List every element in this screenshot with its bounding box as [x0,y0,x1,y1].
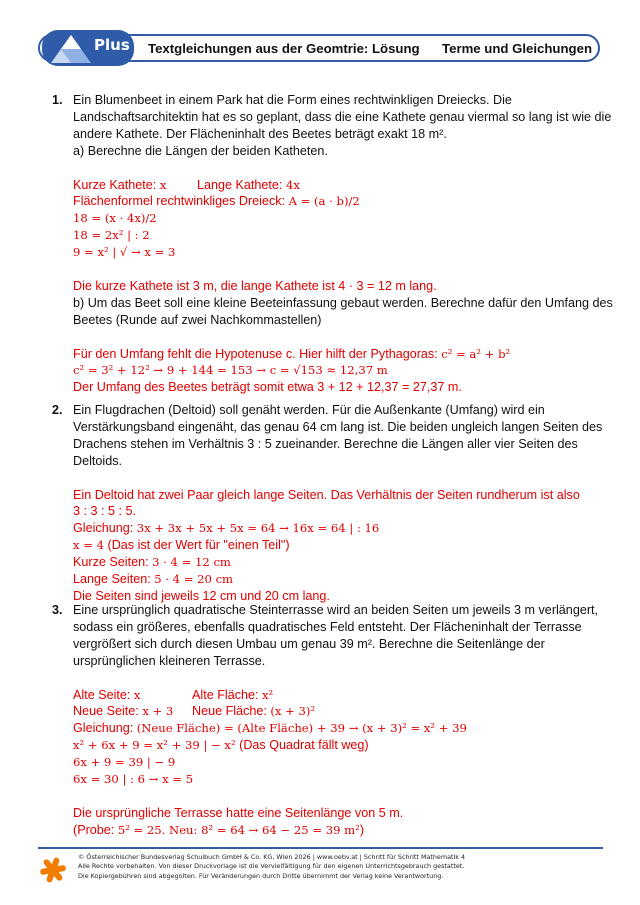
solution-line [73,193,607,210]
question-line: Deltoids. [73,453,122,468]
task-content [73,402,607,605]
task-number: 2. [52,403,63,417]
old-area-label: Alte Fläche: [192,687,262,702]
equation: 3x + 3x + 5x + 5x = 64 → 16x = 64 | : 16 [136,521,380,536]
footer-copyright [78,853,465,881]
solution-line [73,346,607,363]
task-number: 3. [52,603,63,617]
pythagoras-intro: Für den Umfang fehlt die Hypotenuse c. Hier hilft der Pythagoras: [73,346,442,361]
solution-step: 18 = 2x² | : 2 [73,228,150,243]
question-line: Eine ursprünglich quadratische Steinterrasse wird an beiden Seiten um jeweils 3 m verlängert, [73,603,599,617]
short-sides-label: Kurze Seiten: [73,555,153,570]
triangle-logo-icon [50,34,92,64]
new-area: (x + 3)² [270,704,316,719]
long-leg-var: 4x [285,177,300,192]
solution-line [73,554,607,571]
solution-line: Ein Deltoid hat zwei Paar gleich lange Seiten. Das Verhältnis der Seiten rundherum ist also [73,487,580,502]
question-line: Ein Blumenbeet in einem Park hat die Form eines rechtwinkligen Dreiecks. Die [73,93,512,107]
question-line: Drachens stehen im Verhältnis 3 : 5 zueinander. Berechne die Längen aller vier Seiten des [73,436,578,451]
old-area: x² [262,687,274,702]
equation: (Neue Fläche) = (Alte Fläche) + 39 → (x + 3)² = x² + 39 [136,721,467,736]
check-end: ) [359,822,365,837]
solution-step: 6x = 30 | : 6 → x = 5 [73,772,194,787]
solution-line [73,177,607,194]
question-line: sodass ein größeres, ebenfalls quadratisches Feld entsteht. Der Flächeninhalt der Terrasse [73,619,582,634]
question-line: Landschaftsarchitektin hat es so geplant, dass die eine Kathete genau viermal so lang ist wie die [73,109,612,124]
new-area-label: Neue Fläche: [192,704,271,719]
solution-line: 3 : 3 : 5 : 5. [73,504,137,519]
solution-result: Der Umfang des Beetes beträgt somit etwa 3 + 12 + 12,37 = 27,37 m. [73,380,462,395]
footer-divider [38,847,603,849]
footer-line: © Österreichischer Bundesverlag Schulbuch GmbH & Co. KG, Wien 2026 | www.oebv.at | Schritt für Schritt Mathematik 4 [78,853,466,861]
solution-line [73,703,607,720]
pythagoras-formula: c² = a² + b² [441,346,511,361]
check-calc: 5² = 25. Neu: 8² = 64 → 64 − 25 = 39 m² [117,822,360,837]
new-side-label: Neue Seite: [73,704,143,719]
formula: A = (a · b)/2 [288,194,360,209]
solution-step: 9 = x² | √ → x = 3 [73,245,176,260]
old-side-label: Alte Seite: [73,687,134,702]
solution-result: Die Seiten sind jeweils 12 cm und 20 cm lang. [73,588,330,603]
solution-result: Die kurze Kathete ist 3 m, die lange Kathete ist 4 · 3 = 12 m lang. [73,278,437,293]
solution-line [73,737,607,754]
task-content [73,92,613,396]
publisher-logo-icon [38,855,68,885]
question-line: Verstärkungsband eingenäht, das genau 64 cm lang ist. Die beiden ungleich langen Seiten des [73,419,603,434]
solution-step: c² = 3² + 12² → 9 + 144 = 153 → c = √153 ≈ 12,37 m [73,363,388,378]
solution-line [73,687,607,704]
x-note: (Das ist der Wert für "einen Teil") [104,538,290,553]
logo-text: Plus [94,36,130,54]
solution-line [73,537,607,554]
old-side: x [133,687,141,702]
short-leg-label: Kurze Kathete: [73,177,160,192]
solution-result: Die ursprüngliche Terrasse hatte eine Seitenlänge von 5 m. [73,805,404,820]
expand-note: (Das Quadrat fällt weg) [235,738,369,753]
worksheet-title: Textgleichungen aus der Geomtrie: Lösung [148,41,420,56]
long-sides-label: Lange Seiten: [73,572,155,587]
task-number: 1. [52,93,63,107]
solution-check [73,822,607,839]
long-sides-calc: 5 · 4 = 20 cm [154,572,234,587]
solution-line [73,571,607,588]
long-leg-label: Lange Kathete: [197,177,286,192]
worksheet-topic: Terme und Gleichungen [442,41,592,56]
check-label: (Probe: [73,822,118,837]
question-line: a) Berechne die Längen der beiden Katheten. [73,143,328,158]
equation-label: Gleichung: [73,521,137,536]
task-content [73,602,607,839]
question-line: b) Um das Beet soll eine kleine Beeteinfassung gebaut werden. Berechne dafür den Umfang des [73,295,613,310]
question-line: andere Kathete. Der Flächeninhalt des Beetes beträgt exakt 18 m². [73,126,447,141]
question-line: vergrößert sich durch diesen Umbau um genau 39 m². Berechne die Seitenlänge der [73,636,545,651]
question-line: Ein Flugdrachen (Deltoid) soll genäht werden. Für die Außenkante (Umfang) wird ein [73,403,545,417]
equation-label: Gleichung: [73,721,137,736]
short-leg-var: x [159,177,167,192]
plus-logo [42,30,134,66]
formula-label: Flächenformel rechtwinkliges Dreieck: [73,194,289,209]
footer-line: Die Kopiergebühren sind abgegolten. Für Veränderungen durch Dritte übernimmt der Verlag keine Verantwortung. [78,871,444,880]
footer-line: Alle Rechte vorbehalten. Von dieser Druckvorlage ist die Vervielfältigung für den eigenen Unterrichtsgebrauch gestattet. [78,862,465,871]
x-value: x = 4 [73,538,104,553]
solution-line [73,520,607,537]
question-line: ursprünglichen kleineren Terrasse. [73,653,266,668]
solution-step: 18 = (x · 4x)/2 [73,211,157,226]
solution-line [73,720,607,737]
question-line: Beetes (Runde auf zwei Nachkommastellen) [73,312,322,327]
new-side: x + 3 [142,704,174,719]
expand-step: x² + 6x + 9 = x² + 39 | − x² [73,738,236,753]
page-header [38,32,602,66]
short-sides-calc: 3 · 4 = 12 cm [152,555,231,570]
solution-step: 6x + 9 = 39 | − 9 [73,755,176,770]
